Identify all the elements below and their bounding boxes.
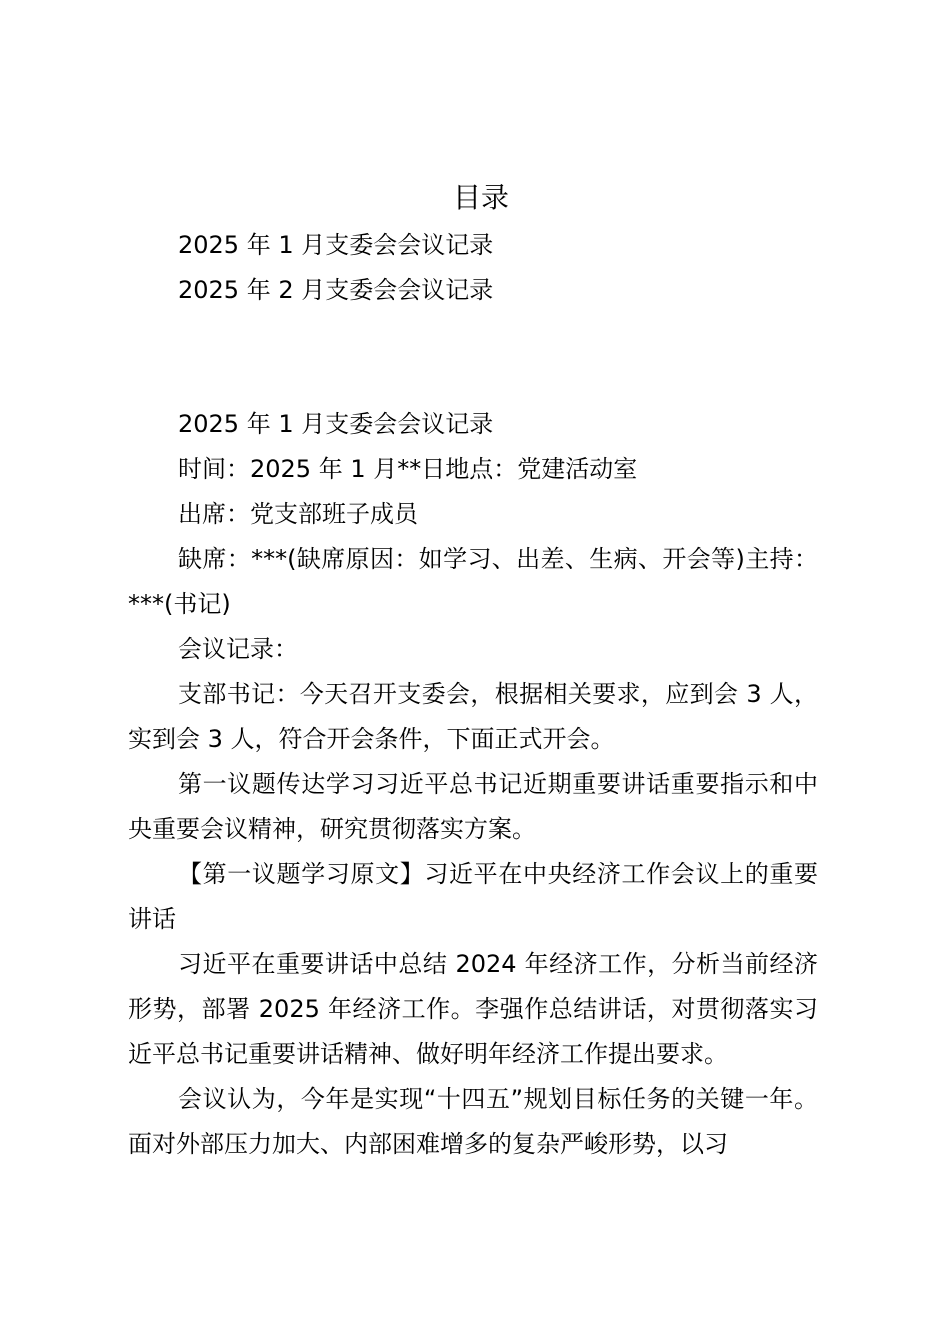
document-body [128, 402, 818, 1167]
meeting-time-location: 时间：2025 年 1 月**日地点：党建活动室 [178, 455, 638, 483]
toc-item-january[interactable]: 2025 年 1 月支委会会议记录 [178, 231, 494, 259]
section-heading: 2025 年 1 月支委会会议记录 [178, 410, 494, 438]
meeting-attendees: 出席：党支部班子成员 [178, 500, 418, 528]
meeting-conclusion: 会议认为，今年是实现“十四五”规划目标任务的关键一年。面对外部压力加大、内部困难增多的复杂严峻形势，以习 [128, 1085, 818, 1158]
first-topic-source: 【第一议题学习原文】习近平在中央经济工作会议上的重要讲话 [128, 860, 818, 933]
toc-title: 目录 [452, 181, 509, 214]
first-topic: 第一议题传达学习习近平总书记近期重要讲话重要指示和中央重要会议精神，研究贯彻落实方案。 [128, 770, 818, 843]
meeting-absent-host: 缺席：***(缺席原因：如学习、出差、生病、开会等)主持：***(书记) [128, 545, 818, 618]
secretary-opening: 支部书记：今天召开支委会，根据相关要求，应到会 3 人，实到会 3 人，符合开会条件，下面正式开会。 [128, 680, 818, 753]
speech-summary: 习近平在重要讲话中总结 2024 年经济工作，分析当前经济形势，部署 2025 年经济工作。李强作总结讲话，对贯彻落实习近平总书记重要讲话精神、做好明年经济工作提出要求。 [128, 950, 818, 1068]
toc-item-february[interactable]: 2025 年 2 月支委会会议记录 [178, 276, 494, 304]
table-of-contents [178, 223, 878, 313]
meeting-record-label: 会议记录： [178, 635, 298, 663]
